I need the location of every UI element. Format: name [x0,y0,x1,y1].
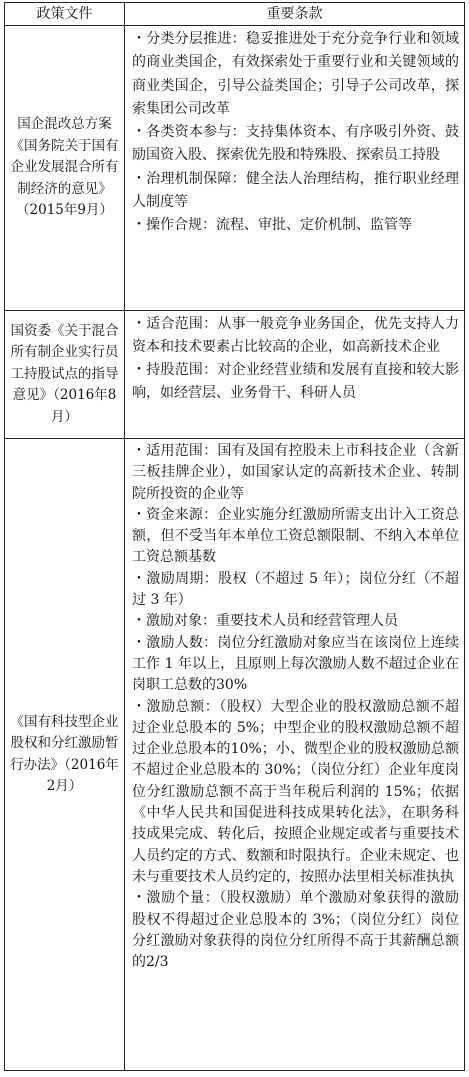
policy-clauses [125,26,465,311]
clause-item: ・激励个量：（股权激励）单个激励对象获得的激励股权不得超过企业总股本的 3%；（岗位分红）岗位分红激励对象获得的岗位分红所得不高于其薪酬总额的2/3 [132,890,459,971]
header-policy-document: 政策文件 [5,3,125,26]
clause-item: ・激励对象：重要技术人员和经营管理人员 [132,613,398,630]
clause-item: ・资金来源：企业实施分红激励所需支出计入工资总额，但不受当年本单位工资总额限制、不纳入本单位工资总额基数 [132,506,459,566]
policy-document-name: 《国有科技型企业股权和分红激励暂行办法》（2016年2月） [5,439,125,1071]
clause-item: ・激励周期：股权（不超过 5 年）；岗位分红（不超过 3 年） [132,570,459,609]
clause-item: ・持股范围：对企业经营业绩和发展有直接和较大影响，如经营层、业务骨干、科研人员 [132,361,459,401]
policy-document-name: 国资委《关于混合所有制企业实行员工持股试点的指导意见》（2016年8月） [5,311,125,439]
clause-item: ・激励人数：岗位分红激励对象应当在该岗位上连续工作 1 年以上，且原则上每次激励人数不超过企业在岗职工总数的30% [132,634,459,694]
policy-clauses [125,311,465,439]
clause-item: ・适用范围：国有及国有控股未上市科技企业（含新三板挂牌企业），如国家认定的高新技术企业、转制院所投资的企业等 [132,443,459,502]
clause-item: ・激励总额：（股权）大型企业的股权激励总额不超过企业总股本的 5%；中型企业的股权激励总额不超过企业总股本的10%；小、微型企业的股权激励总额不超过企业总股本的 30%；（岗位分红）企业年度岗位分红激励总额不高于当年税后利润的 15%；依据《中华人民共和国促进科技成果转化法》，在职务科技成果完成、转化后，按照企业规定或者与重要技术人员约定的方式、数额和时限执行。企业未规定、也未与重要技术人员约定的，按照办法里相关标准执执 [132,698,459,885]
policy-clauses [125,439,465,1071]
policy-table [4,2,465,1071]
table-row [5,439,465,1071]
policy-document-name: 国企混改总方案《国务院关于国有企业发展混合所有制经济的意见》（2015年9月） [5,26,125,311]
header-key-clauses: 重要条款 [125,3,465,26]
clause-item: ・适合范围：从事一般竞争业务国企，优先支持人力资本和技术要素占比较高的企业，如高新技术企业 [132,316,459,355]
clause-item: ・分类分层推进：稳妥推进处于充分竞争行业和领域的商业类国企，有效探索处于重要行业和关键领域的商业类国企，引导公益类国企；引导子公司改革，探索集团公司改革 [132,31,459,117]
table-row [5,26,465,311]
header-row [5,3,465,26]
clause-item: ・操作合规：流程、审批、定价机制、监管等 [132,217,412,234]
clause-item: ・各类资本参与：支持集体资本、有序吸引外资、鼓励国资入股、探索优先股和特殊股、探索员工持股 [132,124,459,164]
table-row [5,311,465,439]
clause-item: ・治理机制保障：健全法人治理结构，推行职业经理人制度等 [132,170,459,211]
